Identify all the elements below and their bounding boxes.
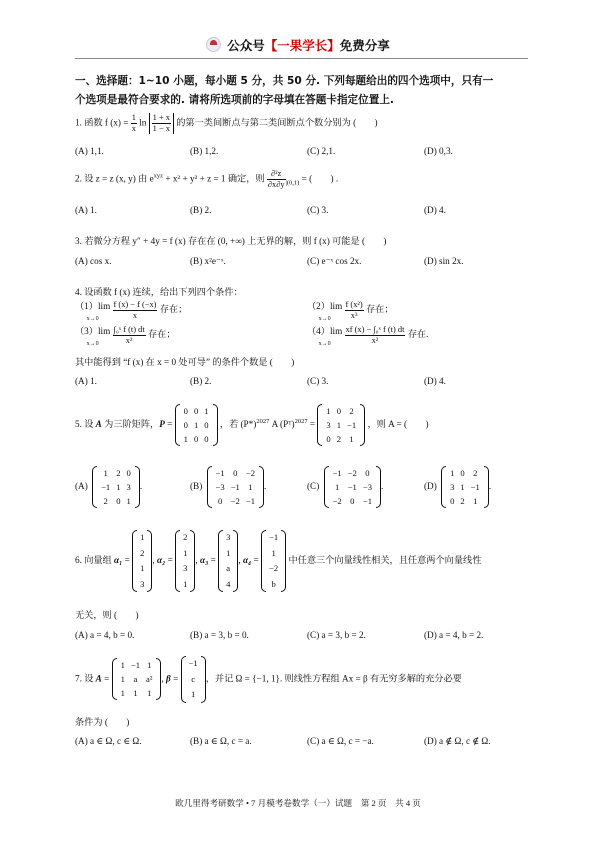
q1-ln: ln bbox=[139, 117, 147, 128]
q1-abs bbox=[149, 113, 174, 134]
q5-option-d[interactable]: (D) 1 0 2 3 1 −1 0 2 1 . bbox=[424, 468, 492, 506]
q5-option-matrix-cell: −2 bbox=[245, 468, 256, 478]
q7-A-matrix-cell: a bbox=[133, 674, 138, 685]
q6-vector-cell: −1 bbox=[269, 532, 279, 542]
q6-vector-cell: 1 bbox=[140, 532, 145, 542]
q5-option-matrix-cell: 0 bbox=[116, 496, 121, 506]
q7-A-matrix-cell: 1 bbox=[120, 688, 125, 699]
q5-option-matrix-cell: 2 bbox=[103, 496, 108, 506]
q4-c2-sub: x→0 bbox=[318, 316, 331, 322]
q5-option-matrix-cell: 1 bbox=[248, 482, 253, 492]
q5-option-a[interactable]: (A) 1 2 0 −1 1 3 2 0 1 . bbox=[75, 468, 143, 506]
q2-option-c[interactable]: (C) 3. bbox=[307, 205, 329, 215]
q4-c3-label: （3）lim bbox=[75, 326, 111, 336]
q5-option-matrix-cell: 0 bbox=[217, 496, 223, 506]
header-bracket: 【一果学长】 bbox=[264, 38, 340, 53]
q6-option-c[interactable]: (C) a = 3, b = 2. bbox=[307, 630, 366, 640]
q1-stem bbox=[75, 113, 378, 134]
q4-option-a[interactable]: (A) 1. bbox=[75, 376, 97, 386]
q5-P-matrix-cell: 1 bbox=[193, 420, 199, 430]
q4-option-b[interactable]: (B) 2. bbox=[190, 376, 212, 386]
q6-option-b[interactable]: (B) a = 3, b = 0. bbox=[190, 630, 249, 640]
q5-sup2: 2027 bbox=[294, 418, 308, 426]
q5-option-matrix-cell: −3 bbox=[215, 482, 225, 492]
q5-result-matrix bbox=[317, 404, 365, 446]
q2-option-b[interactable]: (B) 2. bbox=[190, 205, 212, 215]
q7-A-matrix bbox=[112, 658, 162, 700]
q7-option-b[interactable]: (B) a ∈ Ω, c = a. bbox=[190, 736, 252, 746]
q5-P-matrix-cell: 0 bbox=[183, 406, 188, 416]
q6-stem-a: 6. 向量组 bbox=[75, 555, 115, 566]
q1-option-c[interactable]: (C) 2,1. bbox=[307, 146, 336, 156]
q3-option-a[interactable]: (A) cos x. bbox=[75, 256, 112, 266]
q5-option-matrix-cell: 0 bbox=[350, 496, 355, 506]
q2-stem-a: 2. 设 z = z (x, y) 由 e bbox=[75, 173, 154, 184]
q5-option-c-label: (C) bbox=[307, 481, 320, 492]
q5-result-matrix-cell: 1 bbox=[336, 420, 341, 430]
q7-beta-vector-cell: −1 bbox=[188, 658, 198, 668]
q5-stem bbox=[75, 404, 429, 446]
header-suffix: 免费分享 bbox=[339, 38, 390, 53]
q1-option-b[interactable]: (B) 1,2. bbox=[190, 146, 219, 156]
q5-option-matrix-cell: 1 bbox=[103, 468, 108, 478]
q6-vector-cell: 1 bbox=[183, 578, 188, 589]
q6-stem-c: 无关，则 ( ) bbox=[75, 610, 139, 620]
q4-c3-den: x² bbox=[125, 335, 133, 345]
q4-c1-num: f (x) − f (−x) bbox=[113, 299, 157, 309]
q5-stem-d: A (Pᵀ) bbox=[269, 419, 295, 430]
q4-cond2 bbox=[307, 298, 394, 322]
q7-A-matrix-cell: 1 bbox=[120, 674, 125, 685]
q1-stem-b: 的第一类间断点与第二类间断点个数分别为 ( ) bbox=[176, 117, 378, 128]
q2-stem bbox=[75, 169, 338, 190]
q5-option-matrix-cell: 2 bbox=[460, 496, 465, 506]
q4-tail: 其中能得到 “f (x) 在 x = 0 处可导” 的条件个数是 ( ) bbox=[75, 357, 295, 367]
q6-vector-cell: −2 bbox=[269, 563, 279, 573]
section-heading-line1: 一、选择题：1~10 小题，每小题 5 分，共 50 分. 下列每题给出的四个选项中，只有一 bbox=[75, 75, 494, 87]
q3-option-b[interactable]: (B) x²e⁻ˣ. bbox=[190, 256, 226, 266]
q5-stem-e: ，则 A = ( ) bbox=[367, 419, 429, 430]
q6-vector-cell: 3 bbox=[183, 563, 188, 573]
section-heading-line2: 个选项是最符合要求的. 请将所选项前的字母填在答题卡指定位置上. bbox=[75, 94, 394, 106]
q6-vector-cell: b bbox=[271, 578, 276, 589]
q1-stem-a: 1. 函数 f (x) = bbox=[75, 117, 129, 128]
q4-cond1 bbox=[75, 298, 187, 322]
q4-stem: 4. 设函数 f (x) 连续，给出下列四个条件： bbox=[75, 287, 243, 297]
avatar-icon bbox=[206, 37, 221, 52]
q5-option-matrix-cell: 1 bbox=[460, 482, 465, 492]
q5-option-d-label: (D) bbox=[424, 481, 437, 492]
q1-abs-den: 1 − x bbox=[152, 124, 170, 133]
q6-stem-b: 中任意三个向量线性相关，且任意两个向量线性 bbox=[286, 555, 482, 566]
q5-P-matrix-cell: 0 bbox=[193, 406, 199, 416]
q7-A: A bbox=[95, 673, 102, 684]
q6-vector-cell: 2 bbox=[140, 547, 145, 558]
q5-option-c[interactable]: (C) −1 −2 0 1 −1 −3 −2 0 −1 . bbox=[307, 468, 384, 506]
q5-option-matrix-cell: 2 bbox=[116, 468, 121, 478]
q4-c1-den: x bbox=[132, 310, 138, 320]
q6-v2-name: α₂ bbox=[157, 555, 166, 566]
q7-beta-vector-cell: c bbox=[191, 673, 196, 684]
q5-option-b[interactable]: (B) −1 0 −2 −3 −1 1 0 −2 −1 . bbox=[190, 468, 267, 506]
q4-cond4 bbox=[307, 323, 428, 347]
q5-option-matrix-cell: −1 bbox=[245, 496, 256, 506]
q5-stem-a: 5. 设 bbox=[75, 419, 96, 430]
q4-c4-label: （4）lim bbox=[307, 326, 343, 336]
q5-option-c-matrix bbox=[324, 466, 381, 508]
q5-result-matrix-cell: 3 bbox=[326, 420, 331, 430]
q5-option-b-label: (B) bbox=[190, 481, 203, 492]
q5-result-matrix-cell: 1 bbox=[349, 434, 354, 444]
q2-frac bbox=[267, 169, 286, 190]
q5-option-matrix-cell: 3 bbox=[126, 482, 131, 492]
q6-vector-cell: 1 bbox=[183, 547, 188, 558]
q1-option-a[interactable]: (A) 1,1. bbox=[75, 146, 104, 156]
q5-option-matrix-cell: 1 bbox=[334, 482, 340, 492]
q6-vector-cell: 3 bbox=[226, 532, 231, 542]
q6-vector-cell: 1 bbox=[271, 547, 276, 558]
q6-v3-name: α₃ bbox=[199, 555, 209, 566]
q7-stem-a: 7. 设 bbox=[75, 673, 96, 684]
q4-c4-den: x² bbox=[371, 335, 379, 345]
q4-c3-num: ∫₀ˣ f (t) dt bbox=[113, 324, 145, 334]
q6-option-a[interactable]: (A) a = 4, b = 0. bbox=[75, 630, 135, 640]
q6-vector-cell: 1 bbox=[140, 563, 145, 573]
q5-option-matrix-cell: 0 bbox=[233, 468, 238, 478]
q5-option-matrix-cell: −1 bbox=[215, 468, 225, 478]
q5-option-matrix-cell: 2 bbox=[473, 468, 478, 478]
q1-option-d[interactable]: (D) 0,3. bbox=[424, 146, 453, 156]
q6-vector-cell: 2 bbox=[183, 532, 188, 542]
q5-option-matrix-cell: −1 bbox=[332, 468, 342, 478]
q3-stem: 3. 若微分方程 y″ + 4y = f (x) 存在在 (0, +∞) 上无界的解，则 f (x) 可能是 ( ) bbox=[75, 236, 387, 246]
q2-frac-den: ∂x∂y bbox=[267, 180, 285, 189]
q6-vector-cell: a bbox=[226, 563, 231, 573]
q7-A-matrix-cell: 1 bbox=[133, 688, 138, 699]
q7-option-d[interactable]: (D) a ∉ Ω, c ∉ Ω. bbox=[424, 736, 491, 746]
q4-c1-label: （1）lim bbox=[75, 301, 111, 311]
q5-option-matrix-cell: −1 bbox=[230, 482, 240, 492]
q4-c1-end: 存在； bbox=[157, 304, 188, 315]
q5-sup1: 2027 bbox=[256, 418, 270, 426]
q6-v1 bbox=[132, 530, 152, 592]
q2-sub: |(0,1) bbox=[285, 179, 300, 187]
q6-v4-name: α₄ bbox=[242, 555, 252, 566]
q5-option-matrix-cell: 0 bbox=[450, 496, 455, 506]
q1-abs-num: 1 + x bbox=[152, 113, 170, 122]
q1-frac-num: 1 bbox=[131, 113, 136, 122]
q4-c2-num: f (x²) bbox=[345, 299, 363, 309]
q1-frac bbox=[131, 113, 137, 134]
q7-stem: 7. 设 A = 1 −1 1 1 a a² 1 1 1 , β = −1 c 1 ，并记 Ω = {−1, 1}. 则线性方程组 Ax = β 有无穷多解的充分必要 bbox=[75, 656, 462, 703]
q5-result-matrix-cell: 0 bbox=[326, 434, 331, 444]
q4-c4-end: 存在. bbox=[405, 329, 429, 340]
q5-result-matrix-cell: −1 bbox=[346, 420, 357, 430]
header-prefix: 公众号 bbox=[227, 38, 265, 53]
q7-A-matrix-cell: a² bbox=[146, 674, 153, 685]
page-header bbox=[0, 36, 596, 54]
q5-stem-b: 为三阶矩阵， bbox=[101, 419, 160, 430]
q5-P: P bbox=[159, 419, 165, 430]
q5-P-matrix-cell: 0 bbox=[204, 420, 209, 430]
q7-A-matrix-cell: 1 bbox=[120, 660, 125, 671]
q2-option-d[interactable]: (D) 4. bbox=[424, 205, 446, 215]
q2-stem-b: + x² + y² + z = 1 确定，则 bbox=[163, 173, 265, 184]
header-divider bbox=[75, 58, 528, 59]
q6-vector-cell: 4 bbox=[226, 578, 231, 589]
q5-option-matrix-cell: 1 bbox=[116, 482, 121, 492]
q4-c4-sub: x→0 bbox=[318, 341, 331, 347]
q4-c4-num: xf (x) − ∫₀ˣ f (t) dt bbox=[345, 324, 405, 334]
q5-option-matrix-cell: 0 bbox=[460, 468, 465, 478]
q2-stem-c: = ( ) . bbox=[299, 173, 339, 184]
q4-c3-sub: x→0 bbox=[86, 341, 99, 347]
q6-vector-cell: 1 bbox=[226, 547, 231, 558]
q2-exp: xyz bbox=[153, 172, 164, 180]
q6-v4 bbox=[261, 530, 286, 592]
q5-P-matrix-cell: 0 bbox=[183, 420, 188, 430]
q7-stem-b: ，并记 Ω = {−1, 1}. 则线性方程组 Ax = β 有无穷多解的充分必要 bbox=[205, 673, 462, 684]
q4-cond3 bbox=[75, 323, 176, 347]
q5-A: A bbox=[95, 419, 102, 430]
q5-option-matrix-cell: 1 bbox=[473, 496, 478, 506]
q6-stem: 6. 向量组 α₁ = 1 2 1 3 , α₂ = 2 1 3 1 , α₃ = 3 1 a 4 , α₄ = −1 1 −2 b 中任意三个向量线性相关，且任意两个向量线性 bbox=[75, 530, 481, 592]
q7-A-matrix-cell: 1 bbox=[147, 660, 152, 671]
q7-A-matrix-cell: 1 bbox=[147, 688, 152, 699]
q5-stem-c: ，若 (P*) bbox=[219, 419, 257, 430]
q5-result-matrix-cell: 2 bbox=[336, 434, 341, 444]
q4-c2-end: 存在； bbox=[363, 304, 394, 315]
q3-option-d[interactable]: (D) sin 2x. bbox=[424, 256, 464, 266]
q5-eq2: = bbox=[307, 419, 318, 430]
q4-c3-end: 存在； bbox=[145, 329, 176, 340]
q7-beta: β bbox=[166, 673, 171, 684]
q5-P-matrix-cell: 0 bbox=[204, 434, 209, 444]
q5-option-d-matrix bbox=[441, 466, 489, 508]
q5-option-matrix-cell: −1 bbox=[347, 482, 357, 492]
q7-beta-vector-cell: 1 bbox=[190, 689, 196, 699]
q5-option-a-matrix bbox=[92, 466, 140, 508]
q6-option-d[interactable]: (D) a = 4, b = 2. bbox=[424, 630, 484, 640]
q5-option-matrix-cell: 0 bbox=[365, 468, 370, 478]
q4-c2-label: （2）lim bbox=[307, 301, 343, 311]
q6-v2 bbox=[175, 530, 195, 592]
q5-option-b-matrix bbox=[207, 466, 264, 508]
q5-result-matrix-cell: 2 bbox=[349, 406, 354, 416]
q7-stem-c: 条件为 ( ) bbox=[75, 717, 130, 727]
q5-result-matrix-cell: 0 bbox=[336, 406, 341, 416]
q5-P-matrix-cell: 0 bbox=[193, 434, 199, 444]
q5-option-matrix-cell: −1 bbox=[470, 482, 480, 492]
q5-option-matrix-cell: 1 bbox=[126, 496, 131, 506]
q5-P-matrix-cell: 1 bbox=[204, 406, 209, 416]
q7-A-matrix-cell: −1 bbox=[130, 660, 141, 671]
q5-option-matrix-cell: −2 bbox=[230, 496, 240, 506]
q5-P-matrix bbox=[175, 404, 218, 446]
q5-option-matrix-cell: −1 bbox=[362, 496, 373, 506]
q6-v3 bbox=[218, 530, 238, 592]
q2-option-a[interactable]: (A) 1. bbox=[75, 205, 97, 215]
q2-frac-num: ∂²z bbox=[267, 169, 286, 180]
q5-option-matrix-cell: 3 bbox=[450, 482, 455, 492]
q3-option-c[interactable]: (C) e⁻ˣ cos 2x. bbox=[307, 256, 362, 266]
q5-result-matrix-cell: 1 bbox=[326, 406, 331, 416]
q5-option-matrix-cell: −1 bbox=[101, 482, 111, 492]
q5-option-a-label: (A) bbox=[75, 481, 88, 492]
q1-frac-den: x bbox=[131, 124, 136, 133]
q4-c2-den: x³ bbox=[350, 310, 358, 320]
q5-P-matrix-cell: 1 bbox=[183, 434, 188, 444]
q5-option-matrix-cell: −2 bbox=[332, 496, 342, 506]
q7-option-a[interactable]: (A) a ∈ Ω, c ∈ Ω. bbox=[75, 736, 142, 746]
q7-option-c[interactable]: (C) a ∈ Ω, c = −a. bbox=[307, 736, 374, 746]
q5-option-matrix-cell: −2 bbox=[347, 468, 357, 478]
q5-option-matrix-cell: 1 bbox=[450, 468, 455, 478]
q5-option-matrix-cell: 0 bbox=[126, 468, 131, 478]
q7-beta-vector bbox=[181, 656, 206, 703]
q5-option-matrix-cell: −3 bbox=[362, 482, 373, 492]
q6-vector-cell: 3 bbox=[140, 578, 145, 589]
q6-v1-name: α₁ bbox=[114, 555, 123, 566]
q4-option-c[interactable]: (C) 3. bbox=[307, 376, 329, 386]
q4-c1-sub: x→0 bbox=[86, 316, 99, 322]
page-footer: 欧几里得考研数学 • 7 月模考卷数学（一）试题 第 2 页 共 4 页 bbox=[175, 798, 421, 808]
q5-eq: = bbox=[164, 419, 175, 430]
q4-option-d[interactable]: (D) 4. bbox=[424, 376, 446, 386]
